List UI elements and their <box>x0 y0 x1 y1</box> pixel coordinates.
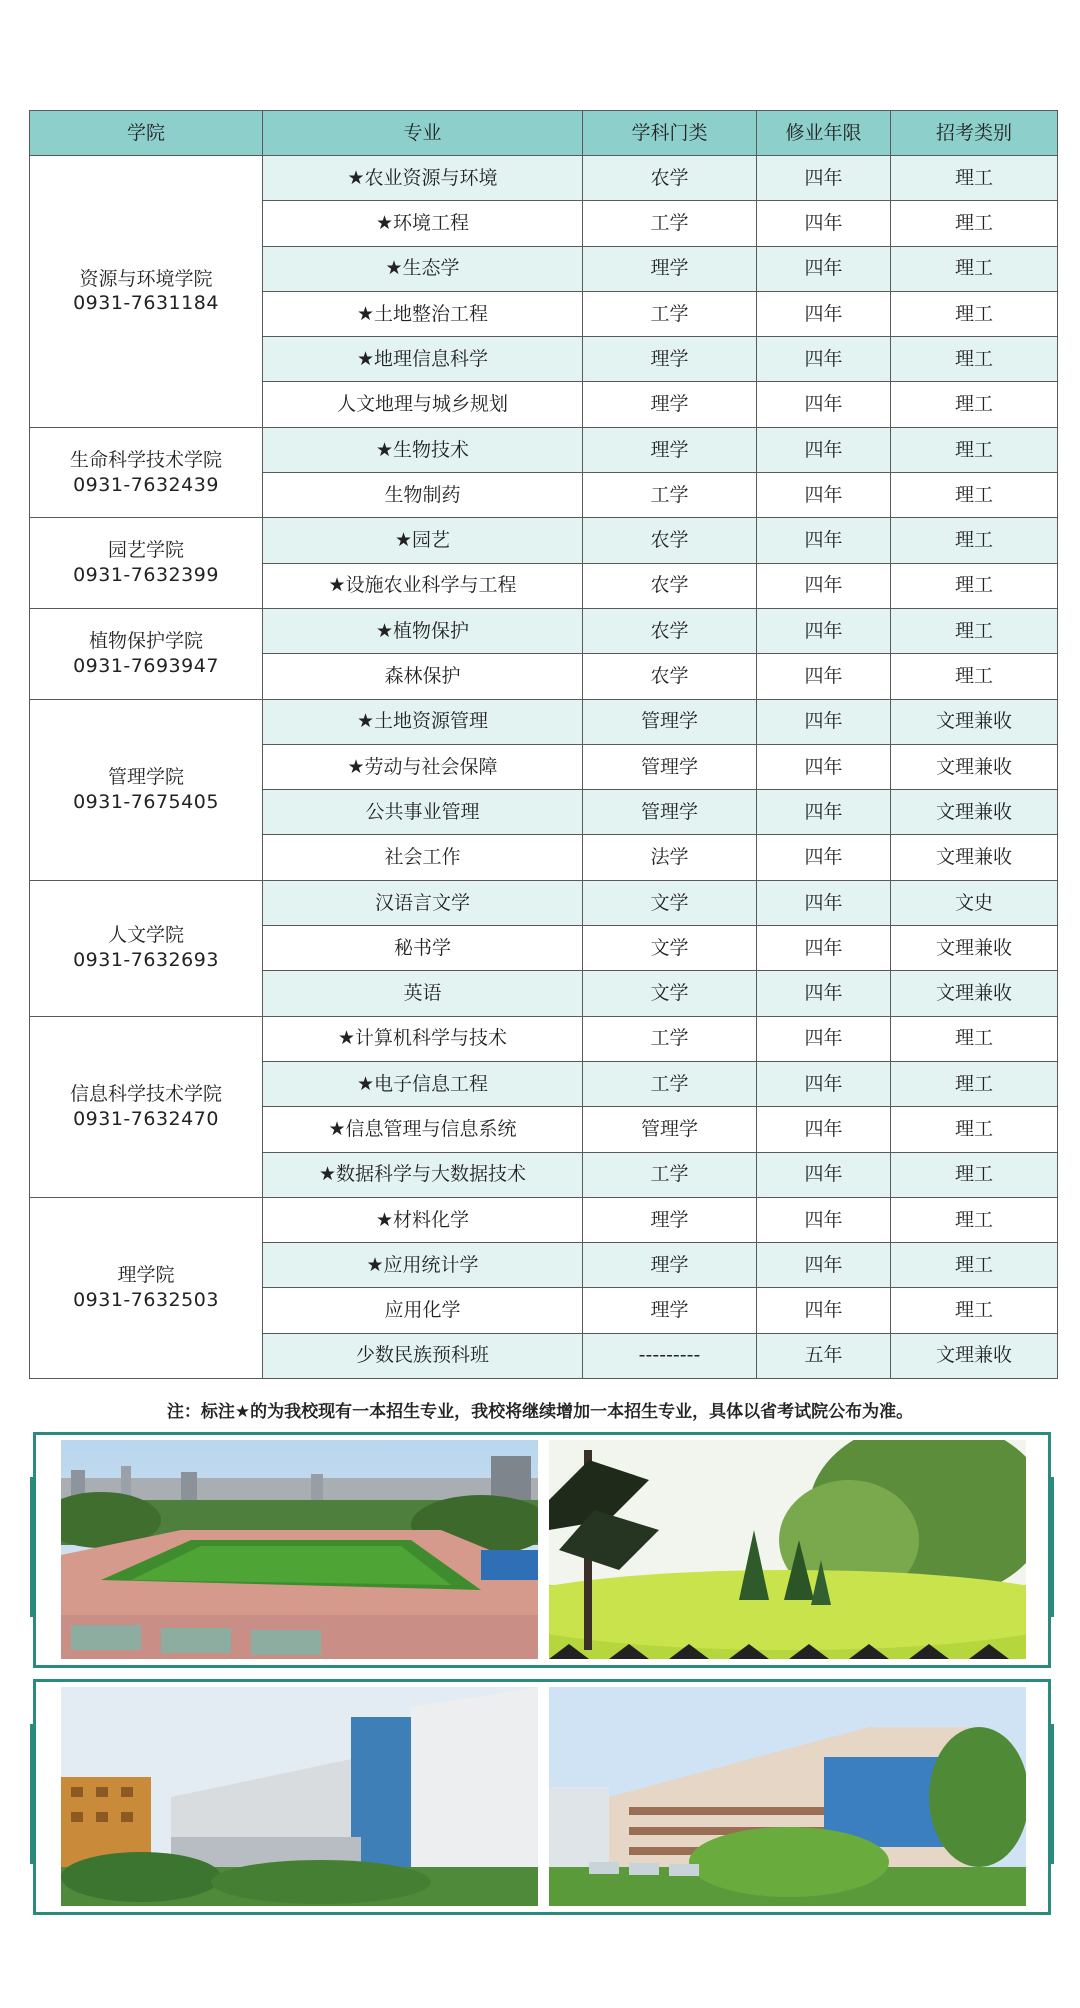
table-row <box>30 1197 1058 1242</box>
discipline-cell: 理学 <box>583 246 757 291</box>
header-years: 修业年限 <box>757 111 891 156</box>
major-cell: ★土地资源管理 <box>263 699 583 744</box>
major-cell: 秘书学 <box>263 926 583 971</box>
college-cell <box>30 608 263 699</box>
discipline-cell: 工学 <box>583 1061 757 1106</box>
campus-stadium-photo <box>61 1440 538 1659</box>
discipline-cell: 农学 <box>583 518 757 563</box>
campus-lawn-trees-photo <box>549 1440 1026 1659</box>
major-cell: ★电子信息工程 <box>263 1061 583 1106</box>
years-cell: 五年 <box>757 1333 891 1378</box>
college-name: 生命科学技术学院 <box>69 448 222 471</box>
discipline-cell: 农学 <box>583 563 757 608</box>
category-cell: 理工 <box>891 1243 1058 1288</box>
years-cell: 四年 <box>757 744 891 789</box>
category-cell: 理工 <box>891 1152 1058 1197</box>
photo-frame-top <box>33 1432 1051 1668</box>
major-cell: ★园艺 <box>263 518 583 563</box>
category-cell: 文理兼收 <box>891 699 1058 744</box>
college-cell <box>30 880 263 1016</box>
header-major: 专业 <box>263 111 583 156</box>
category-cell: 文理兼收 <box>891 971 1058 1016</box>
category-cell: 理工 <box>891 563 1058 608</box>
years-cell: 四年 <box>757 291 891 336</box>
table-row <box>30 880 1058 925</box>
years-cell: 四年 <box>757 880 891 925</box>
major-cell: ★劳动与社会保障 <box>263 744 583 789</box>
table-row <box>30 608 1058 653</box>
category-cell: 理工 <box>891 156 1058 201</box>
category-cell: 文理兼收 <box>891 835 1058 880</box>
college-cell <box>30 427 263 518</box>
discipline-cell: 工学 <box>583 1016 757 1061</box>
category-cell: 理工 <box>891 1107 1058 1152</box>
college-cell <box>30 156 263 428</box>
college-cell <box>30 518 263 609</box>
years-cell: 四年 <box>757 1107 891 1152</box>
college-name: 管理学院 <box>107 765 184 788</box>
college-cell <box>30 1197 263 1378</box>
discipline-cell: 管理学 <box>583 699 757 744</box>
category-cell: 文史 <box>891 880 1058 925</box>
years-cell: 四年 <box>757 518 891 563</box>
campus-teaching-building-photo <box>549 1687 1026 1906</box>
years-cell: 四年 <box>757 563 891 608</box>
years-cell: 四年 <box>757 971 891 1016</box>
major-cell: 英语 <box>263 971 583 1016</box>
campus-modern-building-photo <box>61 1687 538 1906</box>
category-cell: 理工 <box>891 337 1058 382</box>
photo-frame-bottom <box>33 1679 1051 1915</box>
discipline-cell: 理学 <box>583 337 757 382</box>
major-cell: 公共事业管理 <box>263 790 583 835</box>
major-cell: ★信息管理与信息系统 <box>263 1107 583 1152</box>
college-name: 资源与环境学院 <box>79 267 213 290</box>
frame-tab-left <box>30 1724 36 1864</box>
header-college: 学院 <box>30 111 263 156</box>
major-cell: ★农业资源与环境 <box>263 156 583 201</box>
header-category: 招考类别 <box>891 111 1058 156</box>
years-cell: 四年 <box>757 246 891 291</box>
category-cell: 文理兼收 <box>891 926 1058 971</box>
table-body <box>30 156 1058 1379</box>
major-cell: ★数据科学与大数据技术 <box>263 1152 583 1197</box>
category-cell: 理工 <box>891 427 1058 472</box>
table-header-row <box>30 111 1058 156</box>
discipline-cell: 理学 <box>583 1288 757 1333</box>
major-cell: 社会工作 <box>263 835 583 880</box>
category-cell: 理工 <box>891 1016 1058 1061</box>
years-cell: 四年 <box>757 608 891 653</box>
major-cell: ★材料化学 <box>263 1197 583 1242</box>
category-cell: 理工 <box>891 291 1058 336</box>
category-cell: 理工 <box>891 654 1058 699</box>
college-phone: 0931-7631184 <box>73 292 219 315</box>
major-cell: 汉语言文学 <box>263 880 583 925</box>
major-cell: 少数民族预科班 <box>263 1333 583 1378</box>
frame-tab-right <box>1048 1724 1054 1864</box>
category-cell: 理工 <box>891 473 1058 518</box>
years-cell: 四年 <box>757 1152 891 1197</box>
header-discipline: 学科门类 <box>583 111 757 156</box>
table-row <box>30 427 1058 472</box>
years-cell: 四年 <box>757 1197 891 1242</box>
years-cell: 四年 <box>757 382 891 427</box>
discipline-cell: 工学 <box>583 291 757 336</box>
years-cell: 四年 <box>757 473 891 518</box>
frame-tab-left <box>30 1477 36 1617</box>
table-row <box>30 518 1058 563</box>
years-cell: 四年 <box>757 699 891 744</box>
discipline-cell: 理学 <box>583 1197 757 1242</box>
category-cell: 理工 <box>891 1061 1058 1106</box>
frame-tab-right <box>1048 1477 1054 1617</box>
discipline-cell: 文学 <box>583 926 757 971</box>
discipline-cell: 理学 <box>583 427 757 472</box>
years-cell: 四年 <box>757 654 891 699</box>
footnote: 注：标注★的为我校现有一本招生专业，我校将继续增加一本招生专业，具体以省考试院公布为准。 <box>166 1402 914 1422</box>
college-phone: 0931-7632470 <box>73 1107 219 1130</box>
college-name: 植物保护学院 <box>88 629 203 652</box>
discipline-cell: 工学 <box>583 1152 757 1197</box>
major-cell: ★设施农业科学与工程 <box>263 563 583 608</box>
discipline-cell: 工学 <box>583 473 757 518</box>
major-cell: ★应用统计学 <box>263 1243 583 1288</box>
college-phone: 0931-7693947 <box>73 654 219 677</box>
discipline-cell: 管理学 <box>583 1107 757 1152</box>
discipline-cell: 管理学 <box>583 744 757 789</box>
discipline-cell: --------- <box>583 1333 757 1378</box>
college-cell <box>30 699 263 880</box>
years-cell: 四年 <box>757 201 891 246</box>
major-cell: 应用化学 <box>263 1288 583 1333</box>
years-cell: 四年 <box>757 1243 891 1288</box>
college-phone: 0931-7632439 <box>73 473 219 496</box>
discipline-cell: 农学 <box>583 156 757 201</box>
category-cell: 文理兼收 <box>891 790 1058 835</box>
major-cell: ★土地整治工程 <box>263 291 583 336</box>
category-cell: 理工 <box>891 1197 1058 1242</box>
years-cell: 四年 <box>757 156 891 201</box>
years-cell: 四年 <box>757 337 891 382</box>
table-row <box>30 699 1058 744</box>
college-phone: 0931-7632399 <box>73 564 219 587</box>
majors-table <box>29 110 1058 1379</box>
category-cell: 理工 <box>891 608 1058 653</box>
major-cell: 生物制药 <box>263 473 583 518</box>
category-cell: 理工 <box>891 518 1058 563</box>
category-cell: 文理兼收 <box>891 1333 1058 1378</box>
discipline-cell: 理学 <box>583 1243 757 1288</box>
college-phone: 0931-7675405 <box>73 790 219 813</box>
discipline-cell: 理学 <box>583 382 757 427</box>
years-cell: 四年 <box>757 1061 891 1106</box>
years-cell: 四年 <box>757 926 891 971</box>
category-cell: 理工 <box>891 382 1058 427</box>
discipline-cell: 农学 <box>583 654 757 699</box>
discipline-cell: 农学 <box>583 608 757 653</box>
category-cell: 理工 <box>891 1288 1058 1333</box>
discipline-cell: 管理学 <box>583 790 757 835</box>
discipline-cell: 文学 <box>583 971 757 1016</box>
college-name: 理学院 <box>117 1264 175 1287</box>
major-cell: ★地理信息科学 <box>263 337 583 382</box>
table-row <box>30 1016 1058 1061</box>
college-phone: 0931-7632693 <box>73 949 219 972</box>
major-cell: 人文地理与城乡规划 <box>263 382 583 427</box>
college-name: 人文学院 <box>107 924 184 947</box>
category-cell: 理工 <box>891 201 1058 246</box>
discipline-cell: 工学 <box>583 201 757 246</box>
table-row <box>30 156 1058 201</box>
college-name: 信息科学技术学院 <box>69 1082 222 1105</box>
category-cell: 文理兼收 <box>891 744 1058 789</box>
years-cell: 四年 <box>757 427 891 472</box>
college-phone: 0931-7632503 <box>73 1288 219 1311</box>
years-cell: 四年 <box>757 1288 891 1333</box>
college-name: 园艺学院 <box>107 539 184 562</box>
college-cell <box>30 1016 263 1197</box>
discipline-cell: 文学 <box>583 880 757 925</box>
discipline-cell: 法学 <box>583 835 757 880</box>
years-cell: 四年 <box>757 1016 891 1061</box>
major-cell: ★生态学 <box>263 246 583 291</box>
major-cell: ★环境工程 <box>263 201 583 246</box>
years-cell: 四年 <box>757 835 891 880</box>
category-cell: 理工 <box>891 246 1058 291</box>
major-cell: 森林保护 <box>263 654 583 699</box>
years-cell: 四年 <box>757 790 891 835</box>
major-cell: ★生物技术 <box>263 427 583 472</box>
major-cell: ★植物保护 <box>263 608 583 653</box>
major-cell: ★计算机科学与技术 <box>263 1016 583 1061</box>
